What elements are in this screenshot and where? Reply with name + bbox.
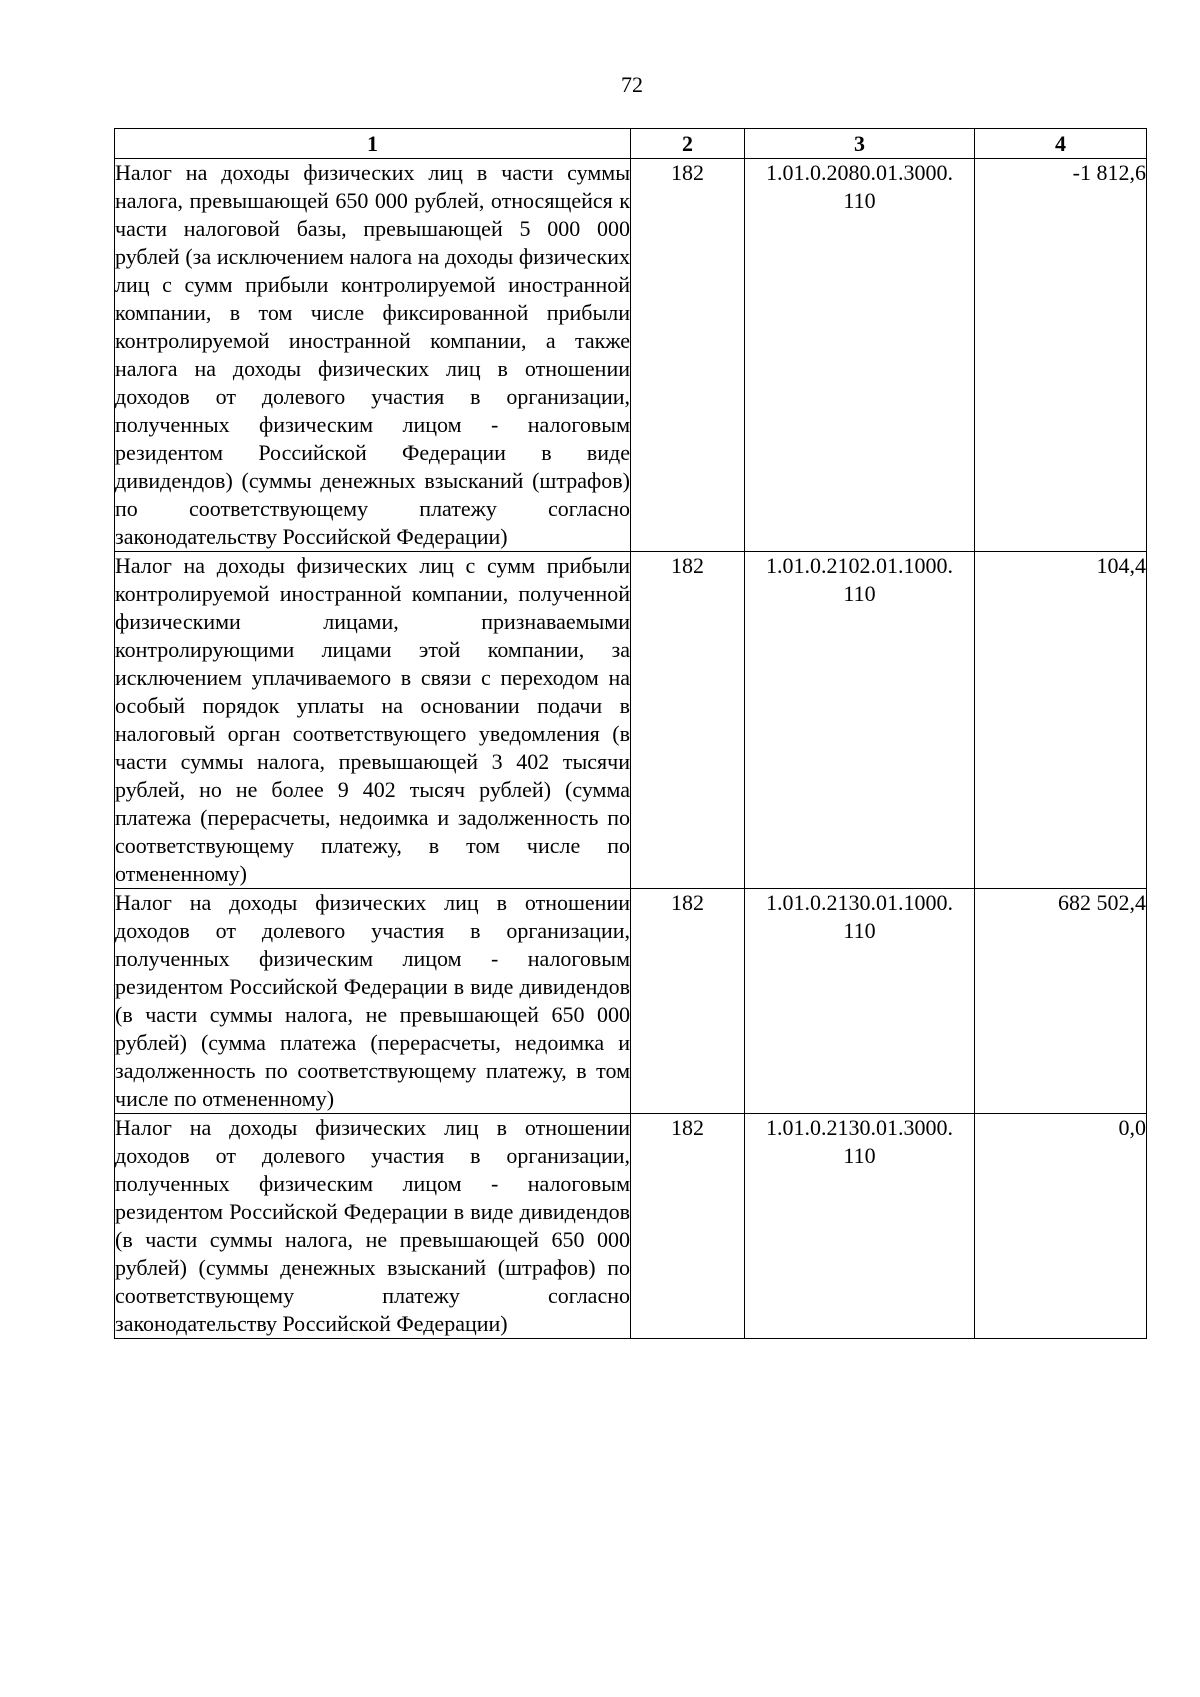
row-admin-code: 182	[631, 1114, 745, 1339]
row-admin-code: 182	[631, 159, 745, 552]
budget-revenue-table	[114, 128, 1147, 1339]
table-row	[115, 889, 1147, 1114]
budget-code-line-1: 1.01.0.2130.01.3000.	[766, 1115, 953, 1140]
row-budget-code	[745, 889, 975, 1114]
row-description: Налог на доходы физических лиц в отношении доходов от долевого участия в организации, полученных физическим лицом - налоговым резидентом Российской Федерации в виде дивидендов (в части суммы налога, не превышающей 650 000 рублей) (сумма платежа (перерасчеты, недоимка и задолженность по соответствующему платежу, в том числе по отмененному)	[115, 889, 631, 1114]
budget-code-line-2: 110	[843, 918, 876, 943]
row-admin-code: 182	[631, 889, 745, 1114]
table-row	[115, 1114, 1147, 1339]
row-description: Налог на доходы физических лиц в отношении доходов от долевого участия в организации, полученных физическим лицом - налоговым резидентом Российской Федерации в виде дивидендов (в части суммы налога, не превышающей 650 000 рублей) (суммы денежных взысканий (штрафов) по соответствующему платежу согласно законодательству Российской Федерации)	[115, 1114, 631, 1339]
budget-code-line-2: 110	[843, 1143, 876, 1168]
header-col-4: 4	[975, 129, 1147, 159]
budget-code-line-1: 1.01.0.2130.01.1000.	[766, 890, 953, 915]
page-number: 72	[621, 72, 643, 97]
budget-code-line-1: 1.01.0.2102.01.1000.	[766, 553, 953, 578]
row-description: Налог на доходы физических лиц в части суммы налога, превышающей 650 000 рублей, относящейся к части налоговой базы, превышающей 5 000 000 рублей (за исключением налога на доходы физических лиц с сумм прибыли контролируемой иностранной компании, в том числе фиксированной прибыли контролируемой иностранной компании, а также налога на доходы физических лиц в отношении доходов от долевого участия в организации, полученных физическим лицом - налоговым резидентом Российской Федерации в виде дивидендов) (суммы денежных взысканий (штрафов) по соответствующему платежу согласно законодательству Российской Федерации)	[115, 159, 631, 552]
row-amount: -1 812,6	[975, 159, 1147, 552]
table-row	[115, 552, 1147, 889]
row-amount: 0,0	[975, 1114, 1147, 1339]
header-col-3: 3	[745, 129, 975, 159]
row-budget-code	[745, 552, 975, 889]
row-budget-code	[745, 159, 975, 552]
table-header-row	[115, 129, 1147, 159]
row-description: Налог на доходы физических лиц с сумм прибыли контролируемой иностранной компании, полученной физическими лицами, признаваемыми контролирующими лицами этой компании, за исключением уплачиваемого в связи с переходом на особый порядок уплаты на основании подачи в налоговый орган соответствующего уведомления (в части суммы налога, превышающей 3 402 тысячи рублей, но не более 9 402 тысяч рублей) (сумма платежа (перерасчеты, недоимка и задолженность по соответствующему платежу, в том числе по отмененному)	[115, 552, 631, 889]
budget-code-line-2: 110	[843, 581, 876, 606]
row-amount: 682 502,4	[975, 889, 1147, 1114]
header-col-2: 2	[631, 129, 745, 159]
table-row	[115, 159, 1147, 552]
budget-code-line-1: 1.01.0.2080.01.3000.	[766, 160, 953, 185]
row-budget-code	[745, 1114, 975, 1339]
row-admin-code: 182	[631, 552, 745, 889]
budget-code-line-2: 110	[843, 188, 876, 213]
header-col-1: 1	[115, 129, 631, 159]
row-amount: 104,4	[975, 552, 1147, 889]
